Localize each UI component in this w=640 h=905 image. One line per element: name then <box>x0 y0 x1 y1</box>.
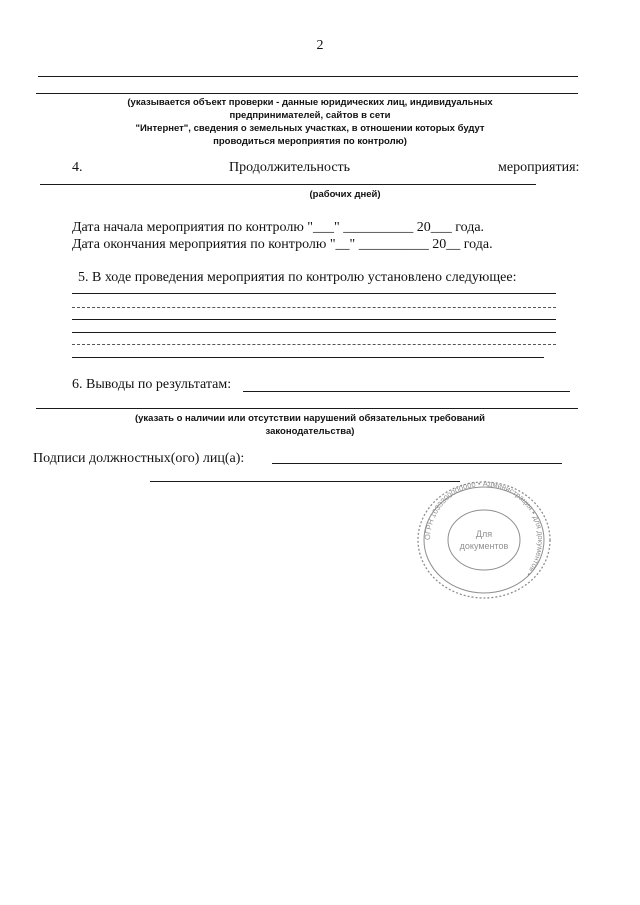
object-note-line-2: предпринимателей, сайтов в сети <box>229 110 391 121</box>
findings-line-3[interactable] <box>72 319 556 320</box>
seal-center-line-1: Для <box>475 529 493 539</box>
section4-number: 4. <box>72 160 83 175</box>
seal-stamp <box>414 478 554 603</box>
page-number: 2 <box>316 38 324 53</box>
duration-field-line[interactable] <box>40 184 536 185</box>
signature-field-line-1[interactable] <box>272 463 562 464</box>
section4-word2: мероприятия: <box>498 160 580 175</box>
signatures-label: Подписи должностных(ого) лиц(а): <box>33 451 245 466</box>
conclusions-note <box>120 412 500 438</box>
object-note-line-4: проводиться мероприятия по контролю) <box>213 136 407 147</box>
section5-title: 5. В ходе проведения мероприятия по контролю установлено следующее: <box>78 270 517 285</box>
conclusions-note-line-2: законодательства) <box>265 426 355 437</box>
conclusions-field-line[interactable] <box>243 391 570 392</box>
section4-word1: Продолжительность <box>229 160 351 175</box>
findings-line-1[interactable] <box>72 293 556 294</box>
conclusions-note-line-1: (указать о наличии или отсутствии нарушений обязательных требований <box>134 413 486 424</box>
end-date-line[interactable]: Дата окончания мероприятия по контролю "__" __________ 20__ года. <box>72 237 493 252</box>
section6-label: 6. Выводы по результатам: <box>72 377 232 392</box>
conclusions-field-line-2[interactable] <box>36 408 578 409</box>
start-date-line[interactable]: Дата начала мероприятия по контролю "___" __________ 20___ года. <box>72 220 485 235</box>
seal-ring-text: ОГРН 1033300000000 • Администрация • для документов • <box>422 478 546 579</box>
object-field-line-2[interactable] <box>36 93 578 94</box>
object-field-line-1[interactable] <box>38 76 578 77</box>
findings-line-2[interactable] <box>72 307 556 308</box>
findings-line-4[interactable] <box>72 332 556 333</box>
object-note-line-1: (указывается объект проверки - данные юридических лиц, индивидуальных <box>127 97 493 108</box>
duration-note: (рабочих дней) <box>309 189 381 200</box>
object-note <box>100 96 520 148</box>
findings-line-5[interactable] <box>72 344 556 345</box>
findings-line-6[interactable] <box>72 357 544 358</box>
seal-center-line-2: документов <box>459 541 509 551</box>
object-note-line-3: "Интернет", сведения о земельных участках, в отношении которых будут <box>135 123 485 134</box>
